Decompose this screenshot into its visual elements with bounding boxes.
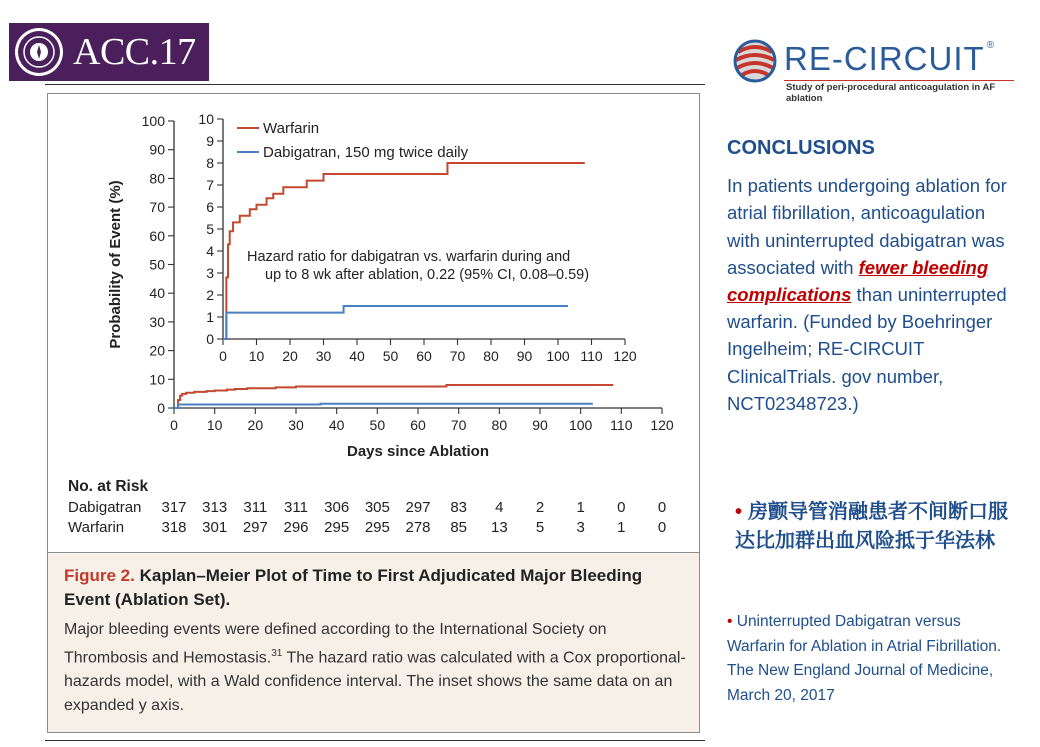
inset-y-tick-label: 10 — [198, 111, 214, 127]
acc-logo-text: ACC.17 — [73, 31, 196, 73]
conclusions-highlight: fewer bleeding complications — [727, 256, 989, 306]
risk-table-row-label: Warfarin — [68, 519, 125, 536]
risk-table-cell: 2 — [535, 499, 545, 516]
risk-table-cell: 295 — [324, 519, 350, 536]
main-x-tick-label: 100 — [568, 417, 593, 433]
acc-logo — [9, 23, 209, 81]
inset-x-tick-label: 70 — [449, 348, 466, 364]
inset-y-tick-label: 7 — [206, 177, 214, 193]
inset-y-tick-label: 9 — [206, 133, 214, 149]
caption-area — [48, 554, 699, 732]
inset-x-tick-label: 50 — [382, 348, 399, 364]
main-y-tick-label: 80 — [149, 170, 165, 187]
inset-x-tick-label: 80 — [483, 348, 499, 364]
figure-panel — [47, 93, 700, 733]
main-x-tick-label: 110 — [610, 417, 633, 433]
inset-y-tick-label: 1 — [206, 309, 214, 325]
inset-y-tick-label: 6 — [206, 199, 214, 215]
main-y-tick-label: 100 — [141, 113, 165, 129]
inset-x-tick-label: 60 — [416, 348, 432, 364]
recircuit-logo — [732, 38, 1022, 110]
risk-table-cell: 318 — [161, 519, 187, 536]
conclusions-panel — [727, 135, 1017, 417]
inset-y-tick-label: 5 — [206, 221, 214, 237]
main-y-tick-label: 40 — [149, 285, 165, 302]
risk-table-title: No. at Risk — [68, 478, 149, 495]
inset-x-tick-label: 90 — [516, 348, 533, 364]
risk-table-cell: 306 — [324, 499, 350, 516]
km-chart — [48, 94, 699, 552]
main-x-tick-label: 120 — [650, 417, 674, 433]
chinese-note: • 房颤导管消融患者不间断口服达比加群出血风险抵于华法林 — [735, 501, 1009, 552]
main-x-tick-label: 40 — [328, 417, 345, 433]
inset-y-tick-label: 0 — [206, 331, 214, 347]
risk-table-cell: 278 — [405, 519, 431, 536]
risk-table-cell: 311 — [284, 499, 308, 516]
acc-seal-icon — [13, 26, 65, 78]
main-x-tick-label: 60 — [410, 417, 426, 433]
inset-y-tick-label: 3 — [206, 265, 214, 281]
inset-x-tick-label: 120 — [613, 348, 637, 364]
risk-table-cell: 85 — [450, 519, 468, 536]
reference-citation: • Uninterrupted Dabigatran versus Warfarin for Ablation in Atrial Fibrillation. The New England Journal of Medicine, March 20, 2017 — [727, 613, 1002, 704]
risk-table-cell: 83 — [450, 499, 468, 516]
risk-table-cell: 3 — [576, 519, 585, 536]
inset-x-tick-label: 10 — [248, 348, 265, 364]
risk-table-cell: 317 — [161, 499, 187, 516]
inset-x-tick-label: 110 — [580, 348, 603, 364]
main-x-tick-label: 0 — [170, 417, 178, 433]
legend-label-dabigatran: Dabigatran, 150 mg twice daily — [263, 144, 469, 161]
conclusions-text: In patients undergoing ablation for atrial fibrillation, anticoagulation with uninterrupted dabigatran was associated with fewer bleeding complications than uninterrupted warfarin. (Funded by Boehringer Ingelheim; RE-CIRCUIT ClinicalTrials. gov number, NCT02348723.) — [727, 175, 1007, 414]
recircuit-title: RE-CIRCUIT ® — [784, 40, 996, 77]
main-y-tick-label: 70 — [149, 199, 165, 216]
risk-table-cell: 301 — [202, 519, 228, 536]
risk-table-cell: 13 — [490, 519, 508, 536]
figure-separator — [48, 552, 699, 553]
main-x-tick-label: 80 — [491, 417, 508, 433]
main-x-tick-label: 10 — [206, 417, 223, 433]
inset-y-tick-label: 4 — [206, 243, 214, 259]
inset-y-tick-label: 2 — [206, 287, 214, 303]
risk-table-cell: 0 — [657, 499, 667, 516]
risk-table-cell: 1 — [617, 519, 626, 536]
risk-table-cell: 311 — [243, 499, 268, 516]
main-y-tick-label: 90 — [149, 141, 165, 158]
hazard-ratio-annotation: up to 8 wk after ablation, 0.22 (95% CI, 0.08–0.59) — [265, 267, 590, 283]
inset-x-tick-label: 40 — [349, 348, 365, 364]
caption-title: Figure 2. Kaplan–Meier Plot of Time to First Adjudicated Major Bleeding Event (Ablation Set). — [64, 566, 643, 609]
recircuit-underline — [784, 80, 1014, 81]
main-y-tick-label: 20 — [149, 342, 165, 359]
risk-table-cell: 4 — [495, 499, 504, 516]
risk-table-cell: 5 — [535, 519, 545, 536]
caption-body: Major bleeding events were defined according to the International Society on Thrombosis and Hemostasis.$^{31}$ The hazard ratio was calculated with a Cox proportional-hazards model, with a Wald confidence interval. The inset shows the same data on an expanded y axis. — [64, 621, 686, 715]
risk-table-cell: 297 — [242, 519, 268, 536]
main-x-axis-label: Days since Ablation — [347, 443, 489, 460]
main-y-tick-label: 0 — [157, 400, 165, 416]
main-x-tick-label: 50 — [369, 417, 386, 433]
risk-table-cell: 0 — [657, 519, 667, 536]
risk-table-cell: 0 — [617, 499, 626, 516]
risk-table-cell: 296 — [283, 519, 309, 536]
inset-x-tick-label: 20 — [282, 348, 298, 364]
main-y-tick-label: 10 — [149, 371, 165, 388]
risk-table-cell: 305 — [364, 499, 390, 516]
risk-table-cell: 313 — [202, 499, 228, 516]
risk-table-cell: 297 — [405, 499, 431, 516]
main-y-tick-label: 30 — [149, 313, 165, 330]
main-x-tick-label: 30 — [288, 417, 304, 433]
hazard-ratio-annotation: Hazard ratio for dabigatran vs. warfarin during and — [247, 249, 571, 265]
risk-table-cell: 295 — [364, 519, 390, 536]
main-y-tick-label: 60 — [149, 227, 165, 244]
inset-x-tick-label: 0 — [219, 348, 227, 364]
main-x-tick-label: 90 — [532, 417, 548, 433]
conclusions-heading: CONCLUSIONS — [727, 137, 875, 159]
top-rule — [45, 84, 705, 85]
main-x-tick-label: 70 — [450, 417, 467, 433]
main-y-axis-label: Probability of Event (%) — [107, 180, 124, 349]
inset-x-tick-label: 100 — [546, 348, 570, 364]
main-x-tick-label: 20 — [247, 417, 264, 433]
main-y-tick-label: 50 — [149, 256, 165, 273]
risk-table-row-label: Dabigatran — [68, 499, 142, 516]
plot-area — [48, 94, 699, 552]
bottom-rule — [45, 740, 705, 741]
recircuit-sphere-icon — [732, 38, 778, 84]
inset-x-tick-label: 30 — [315, 348, 332, 364]
legend-label-warfarin: Warfarin — [263, 120, 320, 137]
recircuit-subtitle: Study of peri-procedural anticoagulation in AF ablation — [786, 82, 996, 104]
risk-table-cell: 1 — [576, 499, 585, 516]
inset-y-tick-label: 8 — [206, 155, 214, 171]
